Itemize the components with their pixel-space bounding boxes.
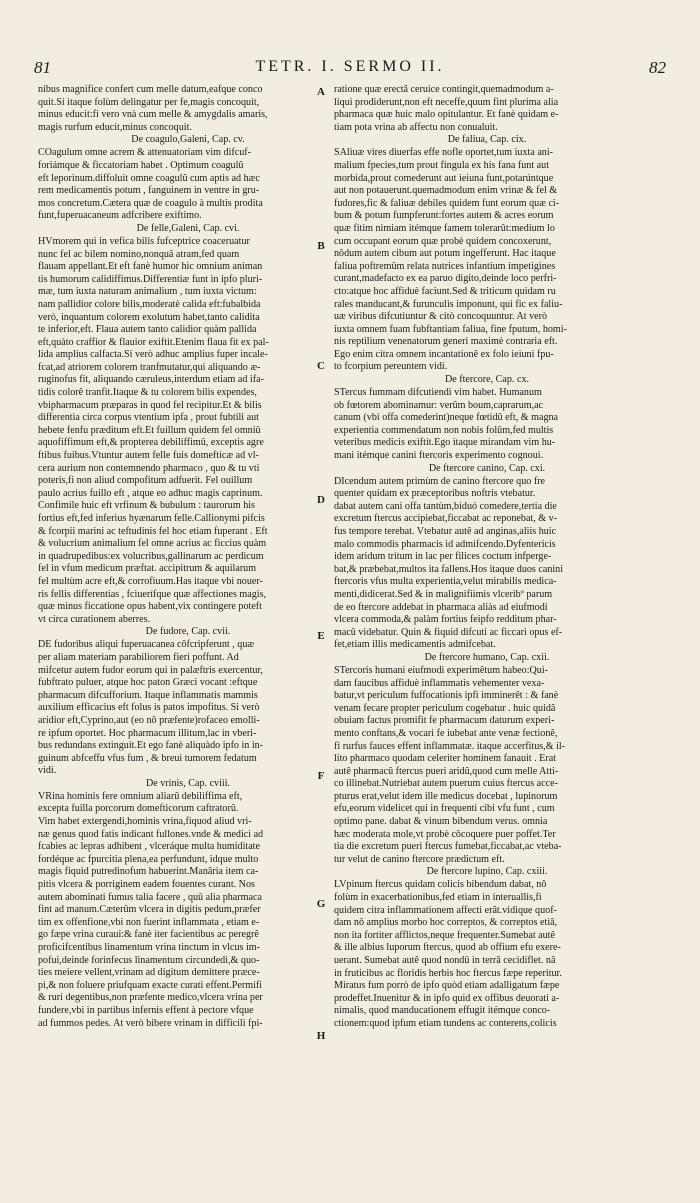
text-line: fel multùm acre eft,& corrofiuum.Has itaque vbi nouer-	[38, 575, 263, 587]
text-line: vbipharmacum præparas in quod fel recipitur.Et & bilis	[38, 399, 262, 411]
text-line: rales manducant,& furunculis imponunt, qui fic ex faliu-	[334, 298, 563, 310]
text-line: magis rurfum educit,minus concoquit.	[38, 121, 192, 133]
text-line: pharmaca quæ huic malo opitulantur. Et fanè quidam e-	[334, 109, 559, 121]
text-line: quidem citra inflammationem affecti erât.vidique quof-	[334, 904, 557, 916]
text-line: fcabies ac lepras adhibent , vlceráque multa humiditate	[38, 841, 260, 853]
text-line: dabat autem cani offa tantùm,biduó comedere,tertia die	[334, 500, 557, 512]
text-line: ruginofus fit, aliquando cæruleus,interdum etiam ad ifa-	[38, 374, 264, 386]
text-line: STercoris humani eiufmodi experimêtum habeo:Qui-	[334, 664, 549, 676]
text-line: nunc fel ac bilem nomino,nonquâ atram,fed quam	[38, 248, 240, 260]
text-line: mani itémque canini ftercoris experimento cognoui.	[334, 450, 544, 462]
text-line: bum & potum fumpferunt:fortes autem & acres eorum	[334, 210, 554, 222]
text-line: hæc moderata mole,vt probè côcoquere puer poffet.Ter	[334, 828, 556, 840]
left-column	[38, 84, 338, 1030]
text-line: differentia circa corpus vtentium ipfa , prout fubtili aut	[38, 412, 259, 424]
folio-right: 82	[649, 58, 666, 77]
text-line: proficifcentibus linamentum vrina tinctum in vlcus im-	[38, 942, 261, 953]
text-line: vidi.	[38, 765, 57, 777]
chapter-heading: De ftercore humano, Cap. cxii.	[424, 651, 550, 663]
text-line: autem abominati fumus talia facere , quû alia pharmaca	[38, 891, 262, 903]
text-line: fi rurfus fauces effent inflammatæ. itaque accerfitus,& il-	[334, 740, 566, 752]
text-line: guinum abfceffu vfus fum , & breui tumorem fedatum	[38, 752, 257, 764]
text-line: pharmacum difcufforium. Itaque inflammatis mammis	[38, 689, 258, 701]
text-line: eft leporinum.diffoluit omne coagulû cum aptis ad hæc	[38, 172, 260, 184]
folio-left: 81	[34, 58, 51, 77]
text-line: obuiam factus promifit fe pharmacum daturum experi-	[334, 715, 555, 727]
text-line: go fæpe vrina curaui:& fanè iter facientibus ac peregrê	[38, 929, 259, 941]
text-line: liqui prodiderunt,non eft neceffe,quum fint plurima alia	[334, 96, 559, 108]
text-line: fet,etiam illis medicamentis admifcebat.	[334, 639, 496, 651]
text-line: pi,& non foluere priufquam exacte curati effent.Permifi	[38, 979, 263, 991]
text-line: macû videbatur. Quin & fiquid difcuti ac ficcari opus ef-	[334, 626, 563, 638]
text-line: vt circa curationem aberres.	[38, 613, 151, 625]
text-line: auxilium efficacius eft folus is patos impofitus. Si verò	[38, 702, 260, 714]
text-line: & volucrium animalium fel omne acrius ac ficcius quàm	[38, 538, 267, 550]
text-line: quit.Si itaque folùm delingatur per fe,magis concoquit,	[38, 96, 260, 108]
text-line: bus redundans extinguit.Et ego fanè aliquàdo ipfo in in-	[38, 740, 264, 752]
text-line: HVmorem qui in vefica bilis fufceptrice coaceruatur	[38, 235, 250, 247]
text-line: non ita fortiter afflictos,neque frequenter.Sumebat autê	[334, 929, 555, 941]
text-line: tur velut de canino ftercore prædictum eft.	[334, 853, 505, 865]
chapter-heading: De ftercore canino, Cap. cxi.	[428, 462, 546, 474]
text-line: verò, inquantum colorem exolutum habet,tanto calidita	[38, 311, 260, 323]
text-line: tia die excretum pueri ftercus fumebat,ficcabat,ac vteba-	[334, 841, 562, 853]
text-line: prodeffet.Inuenitur & in ipfo quid ex offibus deuorati a-	[334, 992, 560, 1004]
text-line: DIcendum autem primùm de canino ftercore quo fre	[334, 475, 546, 487]
text-line: venam fecare propter periculum cogebatur . huic quidâ	[334, 702, 556, 714]
text-line: ties meiere vellent,vrinam ad digitum demittere præce-	[38, 967, 260, 979]
chapter-heading: De felle,Galeni, Cap. cvi.	[136, 222, 240, 234]
text-line: aquofiffimum eft,& propterea debiliffimû, exceptis agre	[38, 437, 264, 449]
text-line: optimo pane. dabat & vinum bibendum verus. omnia	[334, 816, 548, 828]
text-line: excepta fuilla porcorum domefticorum caftratorû.	[38, 803, 239, 815]
text-line: Vim habet extergendi,hominis vrina,fiquod aliud vri-	[38, 816, 252, 828]
text-line: tidis colorê tranfit.Itaque & tu colorem bilis expendes,	[38, 387, 257, 399]
chapter-heading: De faliua, Cap. cix.	[447, 134, 527, 146]
text-line: ftibus fuibus.Vtuntur autem felle fuis domefticæ ad vl-	[38, 450, 259, 462]
text-line: nimalis, quod manducationem effugit itémque conco-	[334, 1005, 551, 1017]
text-line: lito pharmaco quodam celeriter hominem fanauit . Erat	[334, 753, 556, 765]
text-line: ad fummos pedes. At verò bibere vrinam in difficili fpi-	[38, 1017, 263, 1029]
text-line: folùm in exacerbationibus,fed etiam in interuallis,fi	[334, 892, 542, 904]
text-line: in quadrupedibus:ex volucribus,gallinarum ac perdicum	[38, 550, 264, 562]
margin-letter: B	[317, 240, 325, 252]
text-line: malo commodis pharmacis id admifcendo.Dyfentericis	[334, 538, 556, 550]
text-line: vlcera commoda,& palàm fortius feipfo redditum phar-	[334, 614, 557, 626]
text-line: cum occupant eorum quæ probè quidem concoxerunt,	[334, 235, 552, 247]
chapter-heading: De vrinis, Cap. cviii.	[145, 777, 231, 789]
text-line: fortius eft,fed inferius hyænarum felle.Callionymi pifcis	[38, 513, 265, 524]
text-line: experientia commendatum non nobis folûm,fed multis	[334, 424, 554, 436]
running-header	[34, 58, 666, 84]
text-line: SAliuæ vires diuerfas effe nofle oportet,tum iuxta ani-	[334, 147, 554, 159]
text-line: re ipfum oportet. Hoc pharmacum illitum,lac in vberi-	[38, 727, 257, 739]
text-line: in fruticibus ac floridis herbis hoc ftercus fæpe reperitur.	[334, 967, 562, 979]
text-line: te inferior,eft. Flaua autem tanto calidior quàm pallida	[38, 324, 257, 336]
text-line: ob fœtorem abominamur: verûm boum,caprarum,ac	[334, 399, 544, 411]
margin-letter: H	[316, 1030, 326, 1042]
text-line: quæ minus ficcatione opus habent,vix contingere poteft	[38, 601, 262, 613]
running-title: TETR. I. SERMO II.	[255, 58, 445, 75]
text-line: excretum ftercus accipiebat,ficcabat ac reponebat, & v-	[334, 513, 558, 525]
text-line: næ genus quod fatis indicant fullones.vnde & medici ad	[38, 828, 264, 840]
text-line: tim ex offenfione,vbi non fuerint inflammata , etiam e-	[38, 916, 260, 928]
text-line: faliua poftremûm relata nutrices infantium impetigines	[334, 260, 556, 272]
text-line: quæ fitim nimiam itémque famem tolerarût:medium lo	[334, 222, 555, 234]
text-line: uerant. Sumebat autê quod nondû in terrâ cecidiflet. nâ	[334, 955, 556, 966]
text-line: Ego enim citra omnem incantationê ex folo ieiuni fpu-	[334, 348, 554, 360]
text-line: minus educit:fi vero vnà cum melle & amygdalis amaris,	[38, 109, 268, 121]
text-line: cto:atque hoc affiduè faciunt.Sed & triticum quidam ru	[334, 285, 556, 297]
text-line: Miratus fum porrò de ipfo quòd etiam adalligatum fæpe	[334, 980, 560, 992]
text-line: fudores,fic & faliuæ debiles quidem funt eorum quæ ci-	[334, 197, 560, 209]
text-line: dam nô amplius morbo hoc correptos, & correptos etiâ,	[334, 917, 558, 929]
margin-letter: C	[317, 360, 325, 372]
text-line: pturus erat,velut idem ille medicus docebat , lupinorum	[334, 790, 558, 802]
chapter-heading: De coagulo,Galeni, Cap. cv.	[131, 134, 245, 146]
text-line: & rurí degentibus,non præfente medico,vlcera vrina per	[38, 992, 263, 1004]
text-line: de eo ftercore addebat in pharmaca aliàs ad eiufmodi	[334, 601, 548, 613]
text-line: tiam pota vrina ab affectu non conualuit.	[334, 121, 498, 133]
margin-letter: F	[317, 770, 325, 782]
text-line: fundere,vbi in partibus infernis effent à pectore vfque	[38, 1004, 254, 1016]
text-line: tis humorum calidiffimus.Differentiæ funt in ipfo pluri-	[38, 273, 263, 285]
text-line: bat,& præbebat,multos ita fallens.Hos itaque duos canini	[334, 563, 564, 575]
text-line: & ille albius luporum ftercus, quod ab offium efu exere-	[334, 942, 561, 954]
text-line: eft,quàto craffior & flauior exiftit.Etenim flaua fit ex pal-	[38, 336, 269, 348]
text-line: batur,vt periculum fuffocationis ipfi imminerêt : & fanè	[334, 690, 559, 702]
text-line: morbida,prout comederunt aut ieiuna funt,potarúntque	[334, 172, 554, 184]
text-line: foriámque & ficcatoriam habet . Optimum coagulû	[38, 159, 244, 171]
text-line: autê pharmacû ftercus pueri aridû,quod cum melle Atti-	[334, 765, 559, 777]
text-line: paulo acrius fuillo eft , atque eo adhuc magis caprinum.	[38, 487, 263, 499]
text-line: rem medicamentis potum , fanguinem in ventre in gru-	[38, 185, 260, 197]
text-line: fus tempore terebat. Vtebatur autê ad anginas,aliis huic	[334, 526, 557, 537]
text-line: efu,eorum videlicet qui in frequenti cibi vfu funt , cum	[334, 803, 555, 815]
text-line: aut non potauerunt.quemadmodum enim vrinæ & fel &	[334, 185, 558, 197]
margin-letter: G	[316, 898, 326, 910]
text-line: nôdum autem cibum aut potum ingefferunt. Hac itaque	[334, 248, 556, 260]
text-line: fel in vfum medicum præftat. accipitrum & aquilarum	[38, 563, 257, 575]
text-line: ftercoris vfus multa experientia,velut mirabilis medica-	[334, 576, 557, 588]
right-column	[334, 84, 640, 1031]
margin-letter: D	[317, 494, 325, 506]
margin-letter: E	[317, 630, 325, 642]
text-line: nis reptilium venenatorum generi maximè contraria eft.	[334, 336, 558, 348]
text-line: COagulum omne acrem & attenuatoriam vim difcuf-	[38, 147, 252, 159]
text-line: fubftrato puluer, atque hoc paton Græci vocant :eftque	[38, 677, 258, 689]
text-line: fordéque ac fpurcitia plena,ea perfundunt, idque multo	[38, 853, 259, 865]
text-line: LVpinum ftercus quidam colicis bibendum dabat, nô	[334, 879, 547, 891]
chapter-heading: De ftercore lupino, Cap. cxiii.	[426, 866, 548, 878]
text-line: per aliam materiam parabiliorem fieri poffunt. Ad	[38, 651, 239, 663]
text-line: mento conftans,& vocari fe iubebat ante venæ fectionê,	[334, 727, 558, 739]
text-line: veteribus medicis exiftit.Ego itaque mirandam vim hu-	[334, 437, 556, 449]
text-line: magis fiquid putredinofum habuerint.Manâria item ca-	[38, 866, 259, 878]
text-line: uæ viribus difcutiuntur & citò concoquuntur. At verò	[334, 311, 548, 323]
text-line: fcat,ad atriorem colorem tranfmutatur,qui aliquando æ-	[38, 361, 261, 373]
chapter-heading: De fudore, Cap. cvii.	[145, 626, 231, 638]
text-line: idem aridum tritum in lac per filices coctum infperge-	[334, 551, 552, 563]
text-line: DE fudoribus aliqui fuperuacanea côfcripferunt , quæ	[38, 639, 255, 651]
text-line: poteris,fi non aliud compofitum adfuerit. Fel ouillum	[38, 475, 253, 487]
text-line: cera aurium non contemnendo pharmaco , quo & tu vti	[38, 462, 260, 474]
text-line: mifcetur autem fudor eorum qui in palæftris exercentur,	[38, 664, 263, 676]
text-line: co illinebat.Nutriebat autem puerum cuius ftercus acce-	[334, 778, 558, 790]
text-line: aridior eft,Cyprino,aut (eo nô præfente)rofaceo emolli-	[38, 714, 260, 726]
text-line: flauam appellant.Et eft fanè humor hic omnium animan	[38, 261, 263, 273]
text-line: ctionem:quod ipfum etiam tundens ac conterens,colicis	[334, 1017, 557, 1029]
text-line: VRina hominis fere omnium aliarû debiliffima eft,	[38, 790, 243, 802]
text-line: nam pallidior colore bilis,moderatè calida eft:fubalbida	[38, 298, 261, 310]
text-line: iuxta omnem fuam fubftantiam faliua, fine fputum, homi-	[334, 323, 567, 335]
text-line: mæ, tum iuxta naturam animalium , tum iuxta victum:	[38, 286, 257, 298]
text-line: quenter quidam ex præceptoribus noftris vtebatur.	[334, 488, 536, 500]
text-line: menti,didicerat.Sed & in malignifiimis vlceribº parum	[334, 588, 553, 600]
margin-letter: A	[317, 86, 325, 98]
text-line: ris fellis differentias , fciuerífque quæ affectiones magis,	[38, 588, 267, 600]
text-line: ratione quæ erectâ ceruice contingit,quemadmodum a-	[334, 84, 554, 95]
text-line: nibus magnifice confert cum melle datum,eafque conco	[38, 84, 263, 95]
text-line: malium fpecies,tum prout fingula ex his fana funt aut	[334, 159, 549, 171]
text-line: mos concretum.Cætera quæ de coagulo à multis prodita	[38, 197, 263, 209]
text-line: pofui,deinde forinfecus linamentum circundedi,& quo-	[38, 954, 260, 966]
text-line: Confimile huic eft vrfinum & bubulum : taurorum his	[38, 500, 255, 512]
text-line: canum (vbi offa comederint)neque fœtidû eft, & magna	[334, 412, 559, 424]
text-line: & fcorpii marini ac teftudinis fel hoc etiam fuperant . Eft	[38, 525, 268, 537]
text-line: curant,madefacto ex ea paruo digito,deinde loco perfri-	[334, 273, 557, 285]
text-line: fint ad manum.Cæterûm vlcera in digitis pedum,præfer	[38, 904, 261, 916]
text-line: hebete fenfu præditum eft.Et fuillum quidem fel omniû	[38, 424, 261, 436]
text-line: dam faucibus affiduè inflammatis vehementer vexa-	[334, 677, 545, 689]
text-line: to fcorpium pereuntem vidi.	[334, 361, 448, 373]
text-line: funt,fuperuacaneum adfcribere exiftimo.	[38, 210, 202, 222]
text-line: lida amplius calfacta.Si verò adhuc amplius fuper incale-	[38, 349, 268, 361]
text-line: pitis vlcera & porriginem eadem fouentes curant. Nos	[38, 879, 255, 891]
chapter-heading: De ftercore, Cap. cx.	[444, 374, 530, 386]
text-line: STercus fummam difcutiendi vim habet. Humanum	[334, 387, 542, 399]
